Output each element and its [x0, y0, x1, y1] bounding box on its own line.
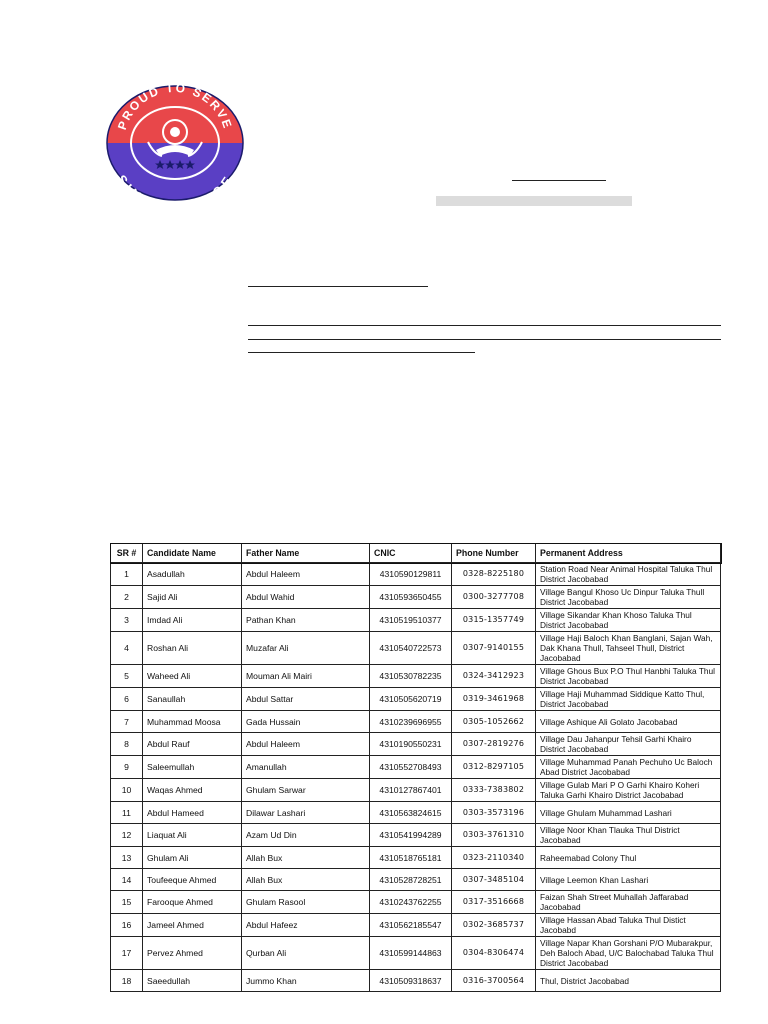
- cell-address: Village Sikandar Khan Khoso Taluka Thul District Jacobabad: [536, 609, 721, 632]
- cell-father-name: Qurban Ali: [242, 937, 370, 970]
- body-underline-2: [248, 339, 721, 340]
- cell-father-name: Amanullah: [242, 756, 370, 779]
- cell-sr: 2: [111, 586, 143, 609]
- cell-father-name: Ghulam Rasool: [242, 891, 370, 914]
- cell-phone: 0302-3685737: [452, 914, 536, 937]
- cell-candidate-name: Waheed Ali: [143, 665, 242, 688]
- header-candidate-name: Candidate Name: [143, 544, 242, 563]
- cell-phone: 0303-3761310: [452, 824, 536, 847]
- cell-sr: 1: [111, 563, 143, 586]
- cell-sr: 10: [111, 779, 143, 802]
- logo-top-text: PROUD TO SERVE: [114, 84, 236, 132]
- sindh-police-logo: [104, 84, 246, 202]
- cell-address: Village Haji Muhammad Siddique Katto Thul, District Jacobabad: [536, 688, 721, 711]
- cell-candidate-name: Abdul Hameed: [143, 802, 242, 824]
- table-row: [111, 779, 721, 802]
- cell-candidate-name: Sanaullah: [143, 688, 242, 711]
- cell-cnic: 4310505620719: [370, 688, 452, 711]
- cell-candidate-name: Pervez Ahmed: [143, 937, 242, 970]
- table-row: [111, 711, 721, 733]
- cell-sr: 3: [111, 609, 143, 632]
- cell-address: Village Muhammad Panah Pechuho Uc Baloch Abad District Jacobabad: [536, 756, 721, 779]
- cell-address: Village Hassan Abad Taluka Thul Distict Jacobabd: [536, 914, 721, 937]
- cell-phone: 0323-2110340: [452, 847, 536, 869]
- cell-father-name: Abdul Hafeez: [242, 914, 370, 937]
- cell-sr: 4: [111, 632, 143, 665]
- cell-sr: 5: [111, 665, 143, 688]
- cell-cnic: 4310562185547: [370, 914, 452, 937]
- cell-father-name: Dilawar Lashari: [242, 802, 370, 824]
- cell-sr: 8: [111, 733, 143, 756]
- cell-address: Village Noor Khan Tlauka Thul District Jacobabad: [536, 824, 721, 847]
- table-row: [111, 847, 721, 869]
- cell-father-name: Jummo Khan: [242, 970, 370, 992]
- table-row: [111, 970, 721, 992]
- table-row: [111, 937, 721, 970]
- cell-cnic: 4310243762255: [370, 891, 452, 914]
- cell-phone: 0304-8306474: [452, 937, 536, 970]
- header-underline: [512, 180, 606, 181]
- cell-sr: 7: [111, 711, 143, 733]
- cell-phone: 0307-2819276: [452, 733, 536, 756]
- cell-father-name: Gada Hussain: [242, 711, 370, 733]
- cell-address: Thul, District Jacobabad: [536, 970, 721, 992]
- cell-sr: 6: [111, 688, 143, 711]
- cell-cnic: 4310563824615: [370, 802, 452, 824]
- cell-cnic: 4310552708493: [370, 756, 452, 779]
- cell-candidate-name: Abdul Rauf: [143, 733, 242, 756]
- cell-cnic: 4310518765181: [370, 847, 452, 869]
- cell-cnic: 4310540722573: [370, 632, 452, 665]
- cell-address: Village Bangul Khoso Uc Dinpur Taluka Thull District Jacobabad: [536, 586, 721, 609]
- cell-cnic: 4310127867401: [370, 779, 452, 802]
- cell-phone: 0307-9140155: [452, 632, 536, 665]
- cell-candidate-name: Imdad Ali: [143, 609, 242, 632]
- cell-candidate-name: Saleemullah: [143, 756, 242, 779]
- header-permanent-address: Permanent Address: [536, 544, 721, 563]
- table-row: [111, 609, 721, 632]
- cell-father-name: Muzafar Ali: [242, 632, 370, 665]
- cell-phone: 0317-3516668: [452, 891, 536, 914]
- table-row: [111, 891, 721, 914]
- cell-candidate-name: Jameel Ahmed: [143, 914, 242, 937]
- cell-father-name: Allah Bux: [242, 869, 370, 891]
- cell-sr: 15: [111, 891, 143, 914]
- table-row: [111, 824, 721, 847]
- table-row: [111, 632, 721, 665]
- cell-address: Raheemabad Colony Thul: [536, 847, 721, 869]
- cell-candidate-name: Toufeeque Ahmed: [143, 869, 242, 891]
- table-row: [111, 688, 721, 711]
- table-body: [111, 563, 721, 992]
- table-row: [111, 563, 721, 586]
- cell-candidate-name: Sajid Ali: [143, 586, 242, 609]
- header-sr: SR #: [111, 544, 143, 563]
- cell-address: Village Napar Khan Gorshani P/O Mubarakpur, Deh Baloch Abad, U/C Balochabad Taluka Thul District Jacobabad: [536, 937, 721, 970]
- cell-sr: 11: [111, 802, 143, 824]
- cell-phone: 0303-3573196: [452, 802, 536, 824]
- cell-cnic: 4310528728251: [370, 869, 452, 891]
- logo-bottom-text: SIN LICE: [113, 172, 237, 202]
- header-phone-number: Phone Number: [452, 544, 536, 563]
- cell-sr: 17: [111, 937, 143, 970]
- cell-phone: 0305-1052662: [452, 711, 536, 733]
- cell-phone: 0333-7383802: [452, 779, 536, 802]
- body-underline-1: [248, 325, 721, 326]
- cell-address: Faizan Shah Street Muhallah Jaffarabad Jacobabad: [536, 891, 721, 914]
- table-row: [111, 733, 721, 756]
- cell-father-name: Mouman Ali Mairi: [242, 665, 370, 688]
- cell-cnic: 4310593650455: [370, 586, 452, 609]
- table-row: [111, 802, 721, 824]
- table-row: [111, 586, 721, 609]
- cell-father-name: Abdul Haleem: [242, 733, 370, 756]
- cell-father-name: Abdul Haleem: [242, 563, 370, 586]
- cell-father-name: Pathan Khan: [242, 609, 370, 632]
- cell-sr: 12: [111, 824, 143, 847]
- sindh-police-emblem-icon: [104, 84, 246, 202]
- table-row: [111, 756, 721, 779]
- cell-candidate-name: Saeedullah: [143, 970, 242, 992]
- cell-cnic: 4310599144863: [370, 937, 452, 970]
- cell-candidate-name: Asadullah: [143, 563, 242, 586]
- cell-address: Village Ghous Bux P.O Thul Hanbhi Taluka Thul District Jacobabad: [536, 665, 721, 688]
- table-header-row: [111, 544, 721, 563]
- cell-father-name: Abdul Sattar: [242, 688, 370, 711]
- cell-candidate-name: Ghulam Ali: [143, 847, 242, 869]
- cell-cnic: 4310541994289: [370, 824, 452, 847]
- cell-cnic: 4310590129811: [370, 563, 452, 586]
- cell-cnic: 4310530782235: [370, 665, 452, 688]
- candidates-table: [110, 543, 721, 992]
- cell-phone: 0316-3700564: [452, 970, 536, 992]
- redaction-bar: [436, 196, 632, 206]
- header-father-name: Father Name: [242, 544, 370, 563]
- cell-address: Village Ghulam Muhammad Lashari: [536, 802, 721, 824]
- table-row: [111, 869, 721, 891]
- cell-cnic: 4310190550231: [370, 733, 452, 756]
- cell-sr: 16: [111, 914, 143, 937]
- cell-phone: 0315-1357749: [452, 609, 536, 632]
- cell-father-name: Allah Bux: [242, 847, 370, 869]
- cell-candidate-name: Roshan Ali: [143, 632, 242, 665]
- cell-father-name: Azam Ud Din: [242, 824, 370, 847]
- cell-cnic: 4310519510377: [370, 609, 452, 632]
- cell-candidate-name: Muhammad Moosa: [143, 711, 242, 733]
- subject-underline: [248, 286, 428, 287]
- cell-phone: 0319-3461968: [452, 688, 536, 711]
- cell-address: Station Road Near Animal Hospital Taluka Thul District Jacobabad: [536, 563, 721, 586]
- cell-address: Village Leemon Khan Lashari: [536, 869, 721, 891]
- cell-address: Village Dau Jahanpur Tehsil Garhi Khairo District Jacobabad: [536, 733, 721, 756]
- cell-father-name: Abdul Wahid: [242, 586, 370, 609]
- cell-cnic: 4310509318637: [370, 970, 452, 992]
- cell-candidate-name: Farooque Ahmed: [143, 891, 242, 914]
- cell-cnic: 4310239696955: [370, 711, 452, 733]
- table-row: [111, 914, 721, 937]
- cell-address: Village Ashique Ali Golato Jacobabad: [536, 711, 721, 733]
- cell-candidate-name: Waqas Ahmed: [143, 779, 242, 802]
- cell-candidate-name: Liaquat Ali: [143, 824, 242, 847]
- body-underline-3: [248, 352, 475, 353]
- header-cnic: CNIC: [370, 544, 452, 563]
- cell-sr: 14: [111, 869, 143, 891]
- cell-sr: 18: [111, 970, 143, 992]
- table-row: [111, 665, 721, 688]
- cell-sr: 13: [111, 847, 143, 869]
- cell-phone: 0300-3277708: [452, 586, 536, 609]
- cell-address: Village Gulab Mari P O Garhi Khairo Koheri Taluka Garhi Khairo District Jacobabad: [536, 779, 721, 802]
- cell-phone: 0324-3412923: [452, 665, 536, 688]
- cell-father-name: Ghulam Sarwar: [242, 779, 370, 802]
- cell-phone: 0312-8297105: [452, 756, 536, 779]
- cell-phone: 0307-3485104: [452, 869, 536, 891]
- cell-phone: 0328-8225180: [452, 563, 536, 586]
- cell-address: Village Haji Baloch Khan Banglani, Sajan Wah, Dak Khana Thull, Tahseel Thull, District Jacobabad: [536, 632, 721, 665]
- cell-sr: 9: [111, 756, 143, 779]
